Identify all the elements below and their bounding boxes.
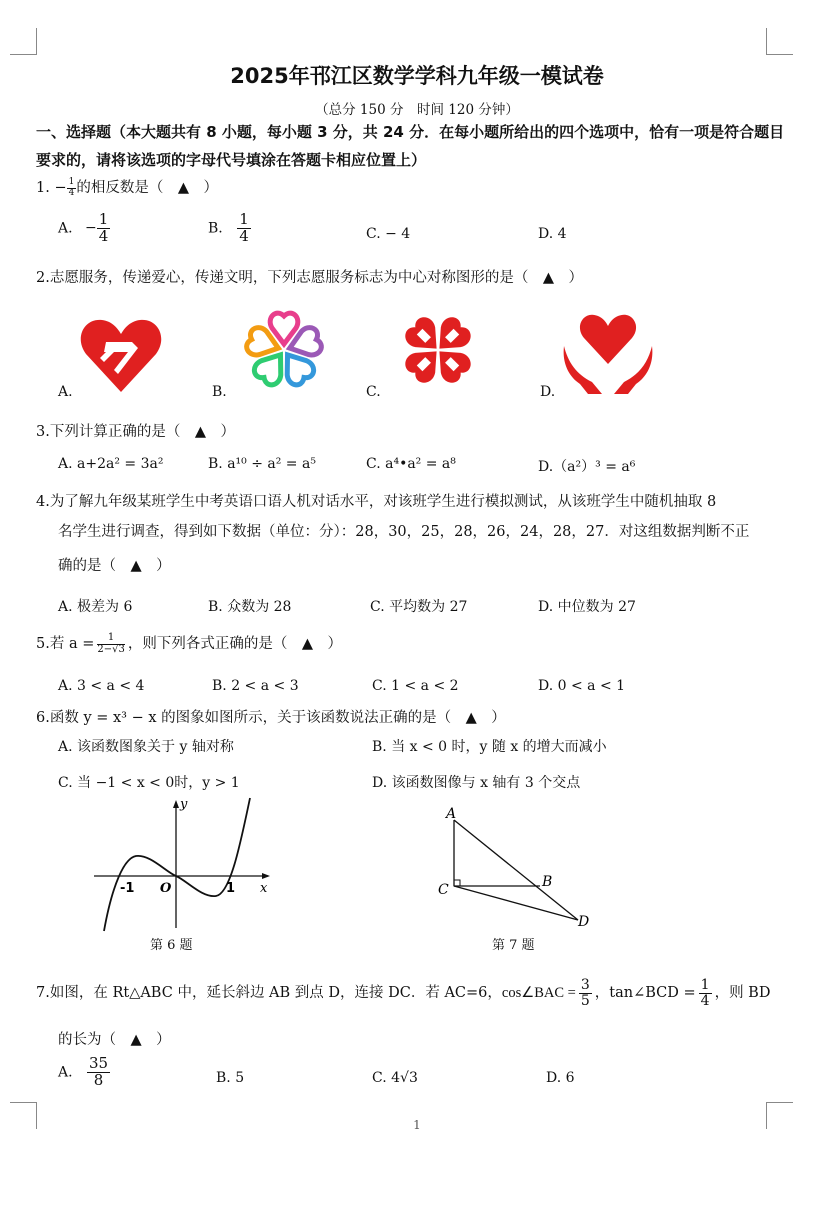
- q1-frac-num: 1: [68, 177, 75, 188]
- page-number: 1: [413, 1118, 421, 1132]
- q7-tan-den: 4: [700, 992, 710, 1009]
- q5-option-d[interactable]: D. 0 < a < 1: [538, 678, 626, 694]
- q2-option-d[interactable]: D.: [540, 384, 556, 400]
- q1-suffix: 的相反数是（ ▲ ）: [76, 180, 218, 196]
- question-4-line-3: 确的是（ ▲ ）: [58, 558, 171, 574]
- q1-option-c[interactable]: C. − 4: [366, 226, 411, 242]
- q7-option-b[interactable]: B. 5: [216, 1070, 245, 1086]
- q1-option-a-label: A.: [58, 220, 73, 237]
- q5-suffix: ，则下列各式正确的是（ ▲ ）: [127, 636, 342, 652]
- y-axis-arrow: [173, 800, 179, 808]
- right-angle-mark: [454, 880, 460, 886]
- q5-prefix: 5.若 a =: [36, 636, 95, 652]
- q1-option-b-label: B.: [208, 220, 223, 237]
- tick-label-one: 1: [226, 881, 236, 896]
- q7-tan-text: ，tan∠BCD =: [594, 985, 696, 1002]
- q2-option-b[interactable]: B.: [212, 384, 227, 400]
- q4-option-d[interactable]: D. 中位数为 27: [538, 599, 636, 615]
- q3-option-c[interactable]: C. a⁴•a² = a⁸: [366, 456, 456, 472]
- question-7-stem-line-2: 的长为（ ▲ ）: [58, 1032, 171, 1048]
- x-axis-arrow: [262, 873, 270, 879]
- q7-a-num: 35: [89, 1054, 109, 1072]
- tick-label-neg-one: -1: [120, 881, 135, 896]
- exam-title: 2025年邗江区数学学科九年级一模试卷: [230, 64, 604, 88]
- question-6-stem: 6.函数 y = x³ − x 的图象如图所示，关于该函数说法正确的是（ ▲ ）: [36, 710, 506, 726]
- question-4-line-1: 4.为了解九年级某班学生中考英语口语人机对话水平，对该班学生进行模拟测试，从该班学生中随机抽取 8: [36, 494, 717, 510]
- q3-option-a[interactable]: A. a+2a² = 3a²: [58, 456, 164, 472]
- logo-b-five-hearts-icon[interactable]: [236, 304, 332, 396]
- q7-tan-num: 1: [700, 977, 710, 993]
- q1-b-den: 4: [239, 226, 249, 245]
- point-c-label: C: [438, 882, 449, 898]
- q6-option-c[interactable]: C. 当 −1 < x < 0时，y > 1: [58, 775, 240, 791]
- q2-option-a[interactable]: A.: [58, 384, 73, 400]
- q4-option-c[interactable]: C. 平均数为 27: [370, 599, 468, 615]
- q5-option-c[interactable]: C. 1 < a < 2: [372, 678, 459, 694]
- q7-option-a-label: A.: [58, 1064, 73, 1081]
- q7-cos-num: 3: [580, 977, 590, 993]
- q1-option-a-fraction: [97, 212, 111, 245]
- section-heading: 一、选择题（本大题共有 8 小题，每小题 3 分，共 24 分．在每小题所给出的四个选项中，恰有一项是符合题目要求的，请将该选项的字母代号填涂在答题卡相应位置上）: [36, 123, 785, 169]
- q3-option-b[interactable]: B. a¹⁰ ÷ a² = a⁵: [208, 456, 316, 472]
- q7-option-a-fraction: [87, 1056, 110, 1089]
- figure-6-caption: 第 6 题: [150, 938, 193, 953]
- q7-cos-text: cos∠BAC =: [501, 985, 576, 1002]
- logo-c-clover-hearts-icon[interactable]: [392, 304, 484, 396]
- q7-stem-part-b: ，则 BD: [714, 985, 771, 1002]
- logo-d-heart-in-hands-icon[interactable]: [562, 312, 654, 396]
- q3-option-d[interactable]: D.（a²）³ = a⁶: [538, 459, 636, 475]
- q7-stem-part-a: 7.如图，在 Rt△ABC 中，延长斜边 AB 到点 D，连接 DC．若 AC=6，: [36, 985, 502, 1002]
- q7-a-den: 8: [93, 1070, 104, 1089]
- q7-option-d[interactable]: D. 6: [546, 1070, 575, 1086]
- segment-ad: [454, 820, 578, 920]
- q7-cos-den: 5: [580, 992, 590, 1009]
- question-3-stem: 3.下列计算正确的是（ ▲ ）: [36, 424, 235, 440]
- q6-option-b[interactable]: B. 当 x < 0 时，y 随 x 的增大而减小: [372, 739, 607, 755]
- q1-fraction: [67, 178, 77, 198]
- q4-option-a[interactable]: A. 极差为 6: [58, 599, 133, 615]
- q7-option-c[interactable]: C. 4√3: [372, 1070, 418, 1086]
- q6-option-a[interactable]: A. 该函数图象关于 y 轴对称: [58, 739, 234, 755]
- question-2-stem: 2.志愿服务，传递爱心，传递文明，下列志愿服务标志为中心对称图形的是（ ▲ ）: [36, 270, 583, 286]
- corner-mark-top-right: [766, 28, 793, 55]
- figure-6-cubic-graph: [90, 796, 280, 936]
- q4-option-b[interactable]: B. 众数为 28: [208, 599, 292, 615]
- logo-a-heart-hand-icon[interactable]: [78, 312, 164, 398]
- q5-fraction: [97, 633, 124, 655]
- question-4-line-2: 名学生进行调查，得到如下数据（单位：分）：28，30，25，28，26，24，28，27．对这组数据判断不正: [58, 524, 750, 540]
- q1-prefix: 1. −: [36, 180, 67, 196]
- q7-option-a[interactable]: [58, 1056, 110, 1089]
- q5-option-a[interactable]: A. 3 < a < 4: [58, 678, 145, 694]
- point-b-label: B: [542, 874, 553, 890]
- y-axis-label: y: [180, 797, 188, 812]
- origin-label: O: [160, 881, 172, 896]
- exam-subtitle: （总分 150 分 时间 120 分钟）: [315, 102, 519, 118]
- segment-cd: [454, 886, 578, 920]
- cubic-curve: [104, 798, 250, 931]
- corner-mark-top-left: [10, 28, 37, 55]
- question-1-stem: [36, 176, 218, 198]
- q7-cos-fraction: [579, 978, 592, 1008]
- q1-a-den: 4: [98, 226, 109, 245]
- q1-a-num: 1: [98, 210, 109, 228]
- q2-option-c[interactable]: C.: [366, 384, 381, 400]
- q1-option-d[interactable]: D. 4: [538, 226, 567, 242]
- question-5-stem: [36, 632, 342, 655]
- q5-frac-den: 2−√3: [97, 643, 125, 655]
- point-d-label: D: [578, 914, 590, 928]
- q5-frac-num: 1: [97, 633, 124, 645]
- q1-option-b[interactable]: [208, 212, 251, 245]
- figure-7-caption: 第 7 题: [492, 938, 535, 953]
- q1-frac-den: 4: [68, 187, 75, 198]
- q1-b-num: 1: [239, 210, 249, 228]
- q7-tan-fraction: [699, 978, 712, 1008]
- figure-7-triangle: [436, 804, 596, 928]
- q1-option-a-sign: −: [85, 220, 97, 237]
- x-axis-label: x: [260, 881, 268, 896]
- q1-option-b-fraction: [237, 212, 251, 245]
- point-a-label: A: [446, 806, 457, 822]
- q1-option-a[interactable]: [58, 212, 110, 245]
- q6-option-d[interactable]: D. 该函数图像与 x 轴有 3 个交点: [372, 775, 581, 791]
- q5-option-b[interactable]: B. 2 < a < 3: [212, 678, 299, 694]
- question-7-stem-line-1: [36, 978, 770, 1008]
